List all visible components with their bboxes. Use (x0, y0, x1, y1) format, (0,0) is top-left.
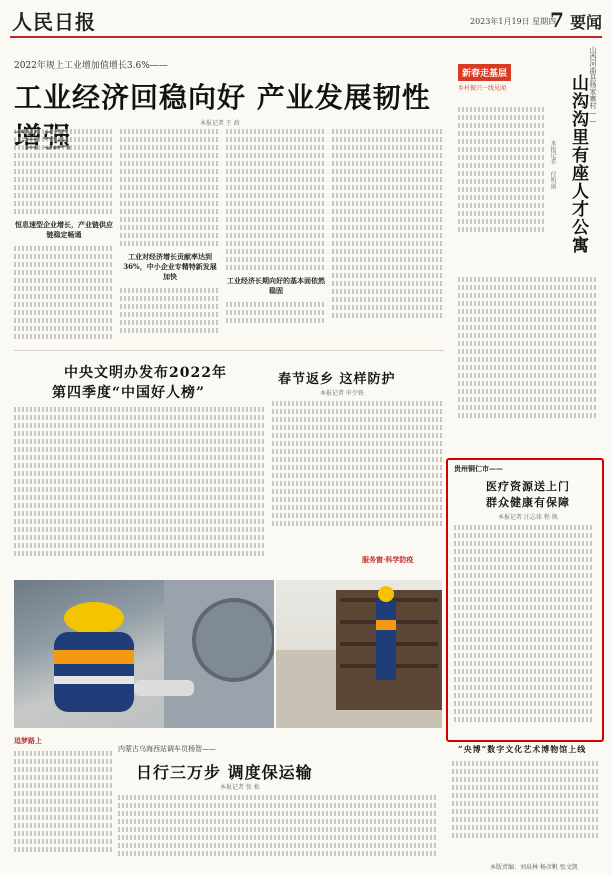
lead-headline: 工业经济回稳向好 产业发展韧性 (14, 81, 431, 114)
worker-closeup-photo (14, 580, 274, 728)
train-worker-illustration (276, 580, 442, 728)
boxed-headline-2: 群众健康有保障 (486, 496, 570, 509)
lead-subhead-2: 工业对经济增长贡献率达到36%，中小企业专精特新发展加快 (123, 252, 217, 281)
side-text-top (458, 104, 544, 264)
lead-column-3 (226, 126, 326, 348)
boxed-headline-1: 医疗资源送上门 (486, 480, 570, 493)
boxed-text (454, 522, 594, 730)
badge-text: 新春走基层 (458, 64, 511, 81)
civilization-text (14, 404, 264, 574)
photo-story-byline: 本报记者 张 枨 (220, 784, 260, 791)
lead-column-4 (332, 126, 442, 348)
spring-text (272, 398, 442, 538)
side-kicker: 山西河曲县杨家寨村—— (589, 46, 597, 125)
badge-sub: 乡村振兴一线见闻 (458, 85, 507, 92)
service-window-tag: 服务窗·科学防疫 (362, 555, 414, 564)
photo-story-headline: 日行三万步 调度保运输 (136, 763, 313, 782)
lead-column-1 (14, 126, 114, 348)
page-number: 7 (550, 8, 564, 32)
lead-subhead-3: 工业经济长期向好的基本面依然稳固 (227, 276, 325, 295)
civilization-headline-1: 中央文明办发布2022年 (64, 365, 227, 381)
section-divider (14, 350, 444, 351)
footer-editors: 本版责编：刘泉林 杨彦帆 张文凯 (490, 864, 578, 871)
train-worker-photo (276, 580, 442, 728)
side-column (452, 44, 602, 444)
photo-story-kicker: 内蒙古乌海西站调车员杨智—— (118, 745, 216, 753)
art-text (452, 758, 600, 854)
page-section-name: 要闻 (570, 13, 603, 32)
lead-kicker: 2022年规上工业增加值增长3.6%—— (14, 61, 168, 71)
civilization-headline-2: 第四季度“中国好人榜” (52, 385, 206, 401)
art-headline: “央博”数字文化艺术博物馆上线 (458, 744, 587, 754)
boxed-kicker: 贵州铜仁市—— (454, 464, 503, 473)
photo-story-text-2 (118, 792, 438, 866)
spring-headline: 春节返乡 这样防护 (278, 372, 396, 387)
side-byline: 本报记者 付明丽 (549, 140, 556, 189)
section-tag-dream-road: 追梦路上 (14, 736, 42, 745)
issue-date: 2023年1月19日 星期四 (470, 17, 557, 26)
lead-subhead-1: 恒息速型企业增长，产业链供应链稳定畅通 (15, 220, 113, 239)
new-spring-badge (458, 64, 511, 92)
photo-story-text-1 (14, 748, 114, 866)
lead-column-2 (120, 126, 220, 348)
side-headline: 山沟沟里有座人才公寓 (568, 74, 588, 254)
side-text-bottom (458, 274, 598, 444)
lead-byline: 本报记者 王 政 (200, 120, 240, 127)
newspaper-logo: 人民日报 (12, 10, 96, 34)
worker-closeup-illustration (14, 580, 274, 728)
boxed-byline: 本报记者 汪志球 程 焕 (498, 514, 558, 521)
spring-byline: 本报记者 申少铁 (320, 390, 364, 397)
